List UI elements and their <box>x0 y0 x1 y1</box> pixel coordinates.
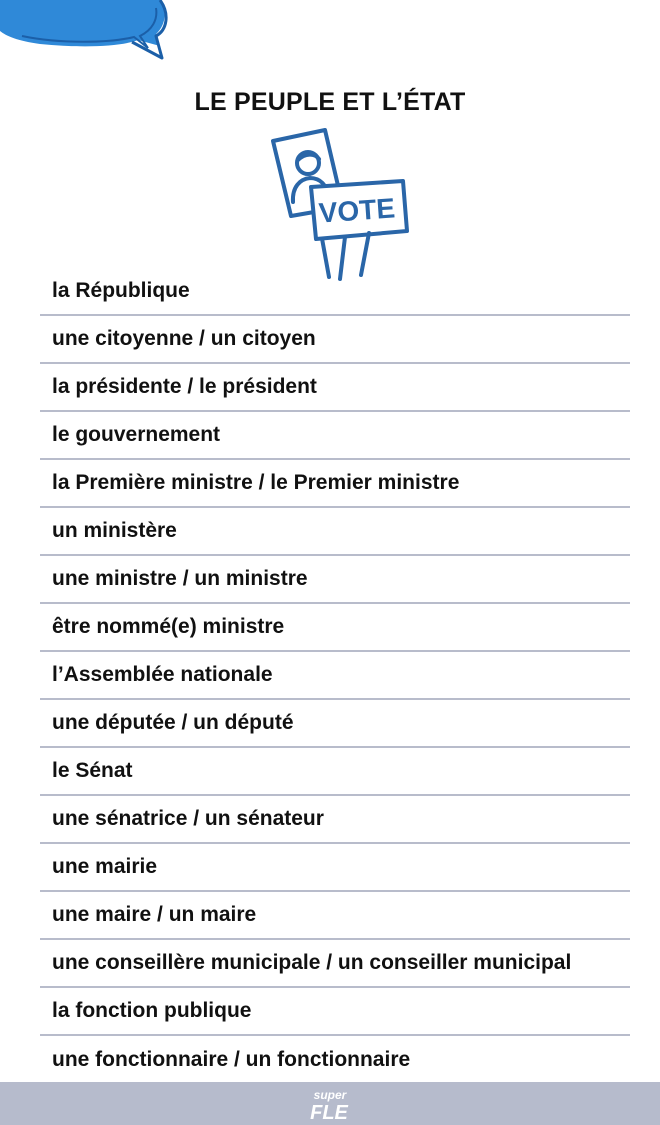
list-item: la République <box>40 268 630 316</box>
list-item: une députée / un député <box>40 700 630 748</box>
list-item: la présidente / le président <box>40 364 630 412</box>
list-item: une maire / un maire <box>40 892 630 940</box>
list-item: une ministre / un ministre <box>40 556 630 604</box>
footer-band <box>0 1082 660 1125</box>
list-item: une mairie <box>40 844 630 892</box>
list-item: le gouvernement <box>40 412 630 460</box>
list-item: un ministère <box>40 508 630 556</box>
logo-bottom-text: FLE <box>310 1102 348 1124</box>
list-item: une conseillère municipale / un conseiller municipal <box>40 940 630 988</box>
vote-sign-text: VOTE <box>317 192 397 229</box>
list-item: le Sénat <box>40 748 630 796</box>
list-item: la Première ministre / le Premier ministre <box>40 460 630 508</box>
list-item: la fonction publique <box>40 988 630 1036</box>
speech-bubble-icon <box>0 0 175 65</box>
list-item: une citoyenne / un citoyen <box>40 316 630 364</box>
list-item: une fonctionnaire / un fonctionnaire <box>52 1048 411 1071</box>
vocabulary-list <box>40 268 630 1084</box>
vote-sign-icon <box>265 127 415 282</box>
list-item: être nommé(e) ministre <box>40 604 630 652</box>
page-title: LE PEUPLE ET L’ÉTAT <box>194 88 466 116</box>
super-fle-logo <box>300 1084 360 1124</box>
logo-top-text: super <box>313 1088 347 1102</box>
list-item: l’Assemblée nationale <box>40 652 630 700</box>
list-item: une sénatrice / un sénateur <box>40 796 630 844</box>
